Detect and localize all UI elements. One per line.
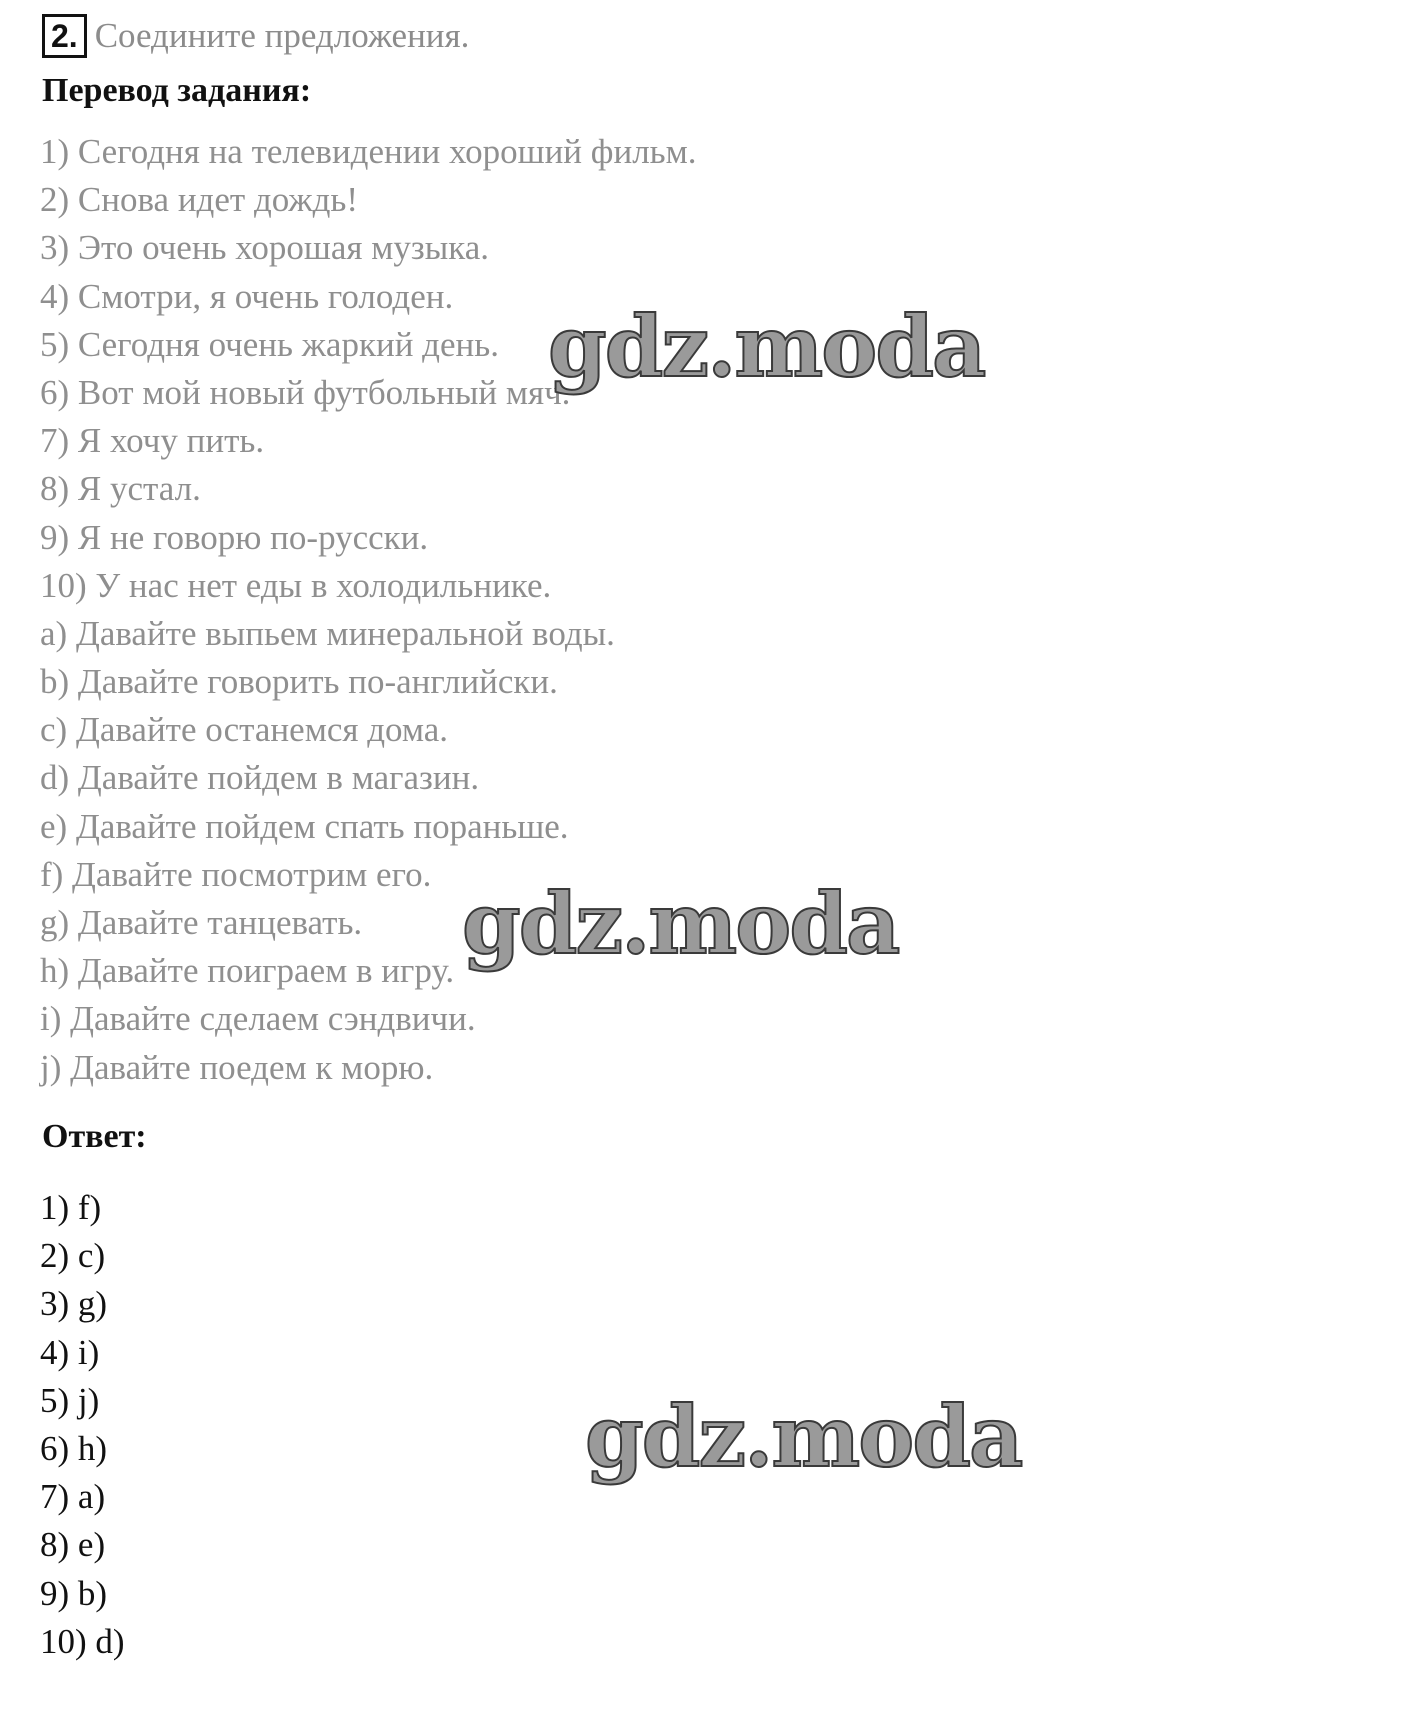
watermark: gdz.moda (548, 297, 985, 396)
list-item: a) Давайте выпьем минеральной воды. (40, 613, 615, 653)
list-item: g) Давайте танцевать. (40, 903, 363, 942)
list-item: d) Давайте пойдем в магазин. (40, 758, 480, 798)
answer-item: 2) c) (40, 1236, 106, 1276)
list-item: f) Давайте посмотрим его. (40, 854, 432, 894)
answer-item: 5) j) (40, 1380, 100, 1420)
answer-item: 10) d) (40, 1621, 125, 1661)
answer-item: 6) h) (40, 1428, 108, 1468)
answer-item: 9) b) (40, 1573, 108, 1613)
list-item: h) Давайте поиграем в игру. (40, 951, 455, 991)
translation-title: Перевод задания: (42, 72, 312, 109)
answer-item: 1) f) (40, 1188, 102, 1227)
answer-item: 3) g) (40, 1284, 108, 1324)
watermark: gdz.moda (462, 874, 899, 973)
answer-title: Ответ: (42, 1118, 147, 1155)
list-item: 7) Я хочу пить. (40, 421, 265, 461)
answer-list (40, 1184, 125, 1666)
list-item: 9) Я не говорю по-русски. (40, 517, 429, 557)
answer-item: 8) e) (40, 1525, 106, 1565)
list-item: 10) У нас нет еды в холодильнике. (40, 565, 552, 605)
list-item: i) Давайте сделаем сэндвичи. (40, 999, 476, 1039)
list-item: j) Давайте поедем к морю. (40, 1047, 434, 1087)
list-item: c) Давайте останемся дома. (40, 710, 449, 750)
list-item: 3) Это очень хорошая музыка. (40, 228, 490, 268)
task-instruction: Соедините предложения. (94, 16, 470, 55)
task-number: 2. (42, 14, 87, 58)
list-item: b) Давайте говорить по-английски. (40, 662, 558, 702)
list-item: 6) Вот мой новый футбольный мяч. (40, 372, 571, 412)
answer-item: 7) a) (40, 1477, 106, 1517)
list-item: 1) Сегодня на телевидении хороший фильм. (40, 132, 697, 171)
task-header (42, 14, 469, 58)
list-item: 8) Я устал. (40, 469, 201, 509)
watermark: gdz.moda (585, 1387, 1022, 1486)
list-item: 4) Смотри, я очень голоден. (40, 276, 454, 316)
list-item: 2) Снова идет дождь! (40, 180, 358, 220)
answer-item: 4) i) (40, 1332, 100, 1372)
list-item: 5) Сегодня очень жаркий день. (40, 324, 499, 364)
list-item: e) Давайте пойдем спать пораньше. (40, 806, 569, 846)
